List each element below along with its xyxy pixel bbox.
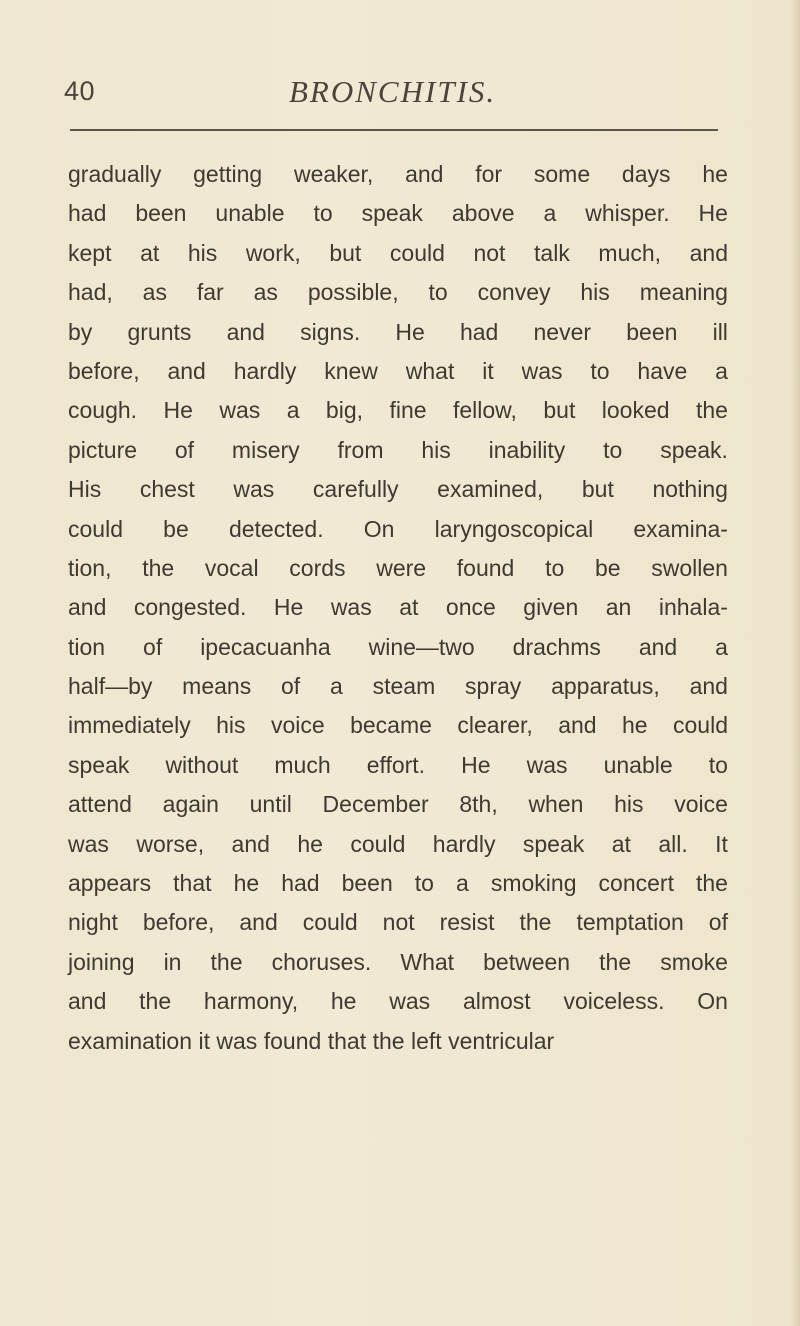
text-line: gradually getting weaker, and for some days he: [68, 161, 728, 187]
text-line: attend again until December 8th, when his voice: [68, 791, 728, 818]
running-head: [64, 76, 724, 116]
running-head-title: BRONCHITIS.: [289, 74, 497, 109]
text-line: tion, the vocal cords were found to be swollen: [68, 554, 728, 581]
text-line: could be detected. On laryngoscopical examina-: [68, 515, 728, 542]
text-line: examination it was found that the left ventricular: [68, 1027, 555, 1054]
body-text: [68, 155, 728, 1061]
text-line: was worse, and he could hardly speak at all. It: [68, 830, 728, 857]
text-line: His chest was carefully examined, but nothing: [68, 476, 728, 503]
text-line: had, as far as possible, to convey his meaning: [68, 279, 728, 306]
text-line: had been unable to speak above a whisper. He: [68, 200, 728, 227]
text-line: and congested. He was at once given an inhala-: [68, 594, 728, 621]
text-line: and the harmony, he was almost voiceless. On: [68, 988, 728, 1015]
text-line: cough. He was a big, fine fellow, but looked the: [68, 397, 728, 424]
text-line: joining in the choruses. What between the smoke: [68, 948, 728, 975]
page-edge-shadow: [790, 0, 800, 1326]
text-line: before, and hardly knew what it was to have a: [68, 357, 728, 384]
text-line: picture of misery from his inability to speak.: [68, 436, 728, 463]
page-number: 40: [64, 76, 96, 106]
header-rule: [70, 129, 718, 131]
text-line: by grunts and signs. He had never been ill: [68, 318, 728, 345]
text-line: tion of ipecacuanha wine—two drachms and a: [68, 633, 728, 660]
text-line: immediately his voice became clearer, and he could: [68, 712, 728, 739]
text-line: appears that he had been to a smoking concert the: [68, 870, 728, 897]
text-line: kept at his work, but could not talk much, and: [68, 239, 728, 266]
text-line: night before, and could not resist the temptation of: [68, 909, 728, 936]
text-line: speak without much effort. He was unable to: [68, 751, 728, 778]
text-line: half—by means of a steam spray apparatus, and: [68, 673, 728, 700]
